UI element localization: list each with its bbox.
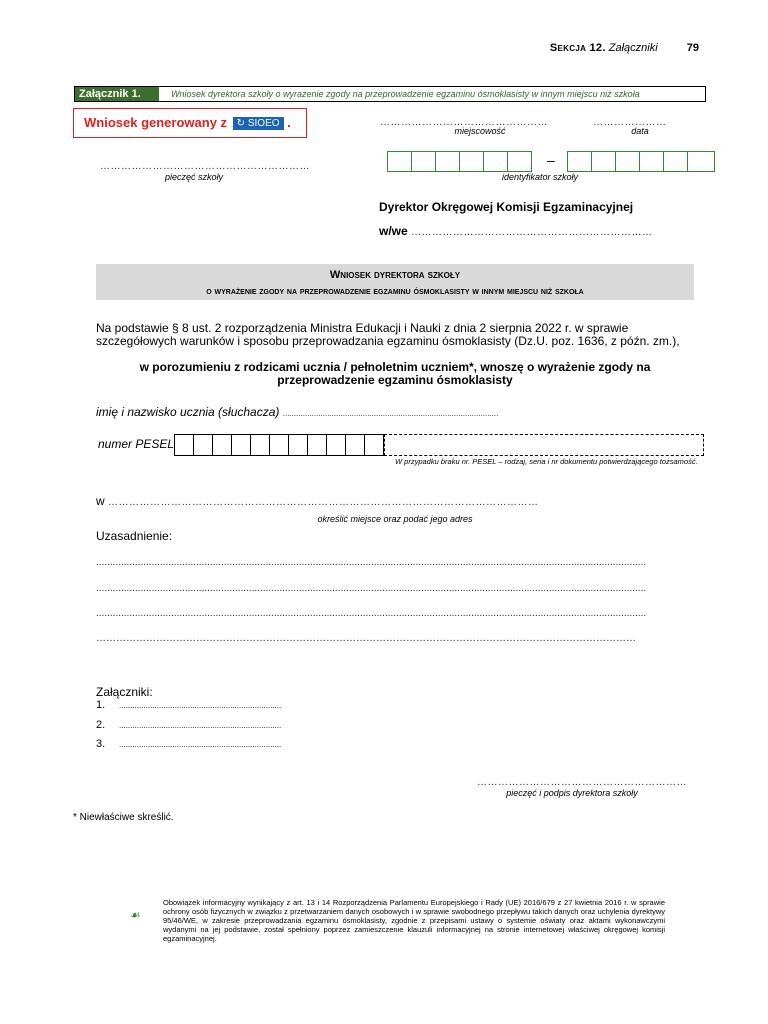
justification-line[interactable]: ...................................................................................................................................................................................................... — [96, 583, 647, 594]
annex-title: Wniosek dyrektora szkoły o wyrażenie zgody na przeprowadzenie egzaminu ósmoklasisty w innym miejscu niż szkoła — [171, 89, 640, 99]
attachments-label: Załączniki: — [96, 685, 153, 699]
id-cell[interactable] — [639, 151, 664, 172]
recipient-title: Dyrektor Okręgowej Komisji Egzaminacyjnej — [379, 200, 634, 214]
justification-label: Uzasadnienie: — [96, 529, 173, 543]
stamp-dots: …………………………………………………… — [100, 161, 310, 172]
pesel-cell[interactable] — [326, 434, 346, 456]
pesel-cell[interactable] — [250, 434, 270, 456]
pesel-cell[interactable] — [307, 434, 327, 456]
pesel-cell[interactable] — [231, 434, 251, 456]
location-label: określić miejsce oraz podać jego adres — [317, 514, 473, 524]
location-field[interactable] — [96, 494, 539, 508]
date-dots[interactable]: ………………… — [593, 117, 667, 128]
place-label: miejscowość — [454, 126, 506, 136]
generated-tail: . — [287, 115, 291, 130]
recipient-line[interactable] — [379, 224, 653, 238]
justification-line[interactable]: ...................................................................................................................................................................................................... — [96, 557, 647, 568]
pesel-cell[interactable] — [288, 434, 308, 456]
id-cell[interactable] — [591, 151, 616, 172]
id-cell[interactable] — [687, 151, 715, 172]
form-subtitle: o wyrażenie zgody na przeprowadzenie egzaminu ósmoklasisty w innym miejscu niż szkoła — [206, 286, 584, 297]
attachment-item[interactable]: 3. ......................................................................... — [96, 738, 282, 750]
justification-line[interactable]: ……………………………………………………………………………………………………………………………………………… — [96, 633, 636, 644]
pesel-cell[interactable] — [193, 434, 213, 456]
school-id-part1[interactable] — [387, 151, 531, 172]
form-title-banner — [96, 264, 694, 300]
id-cell[interactable] — [507, 151, 532, 172]
stamp-label: pieczęć szkoły — [164, 172, 224, 182]
section-label: Sekcja 12. — [549, 42, 606, 54]
request-text: w porozumieniu z rodzicami ucznia / pełnoletnim uczniem*, wnoszę o wyrażenie zgody na przeprowadzenie egzaminu ósmoklasisty — [139, 360, 651, 387]
attachment-item[interactable]: 2. ......................................................................... — [96, 719, 282, 731]
page-number: 79 — [686, 42, 699, 54]
signature-label: pieczęć i podpis dyrektora szkoły — [506, 788, 638, 798]
pesel-boxes[interactable] — [174, 434, 383, 456]
annex-bar — [74, 86, 706, 102]
pesel-alternative-field[interactable] — [384, 434, 704, 456]
id-cell[interactable] — [435, 151, 460, 172]
page-header — [550, 42, 699, 54]
student-name-field[interactable] — [96, 405, 498, 419]
pesel-cell[interactable] — [212, 434, 232, 456]
id-cell[interactable] — [459, 151, 484, 172]
section-subtitle: Załączniki — [608, 42, 658, 54]
form-title: Wniosek dyrektora szkoły — [329, 269, 461, 281]
student-dots[interactable]: ................................................................................................. — [282, 409, 499, 418]
justification-line[interactable]: ...................................................................................................................................................................................................... — [96, 608, 647, 619]
legal-basis: Na podstawie § 8 ust. 2 rozporządzenia Ministra Edukacji i Nauki z dnia 2 sierpnia 2022 r. w sprawie szczegółowych warunków i sposobu przeprowadzania egzaminu ósmoklasisty (Dz.U. poz. 1636, z późn. zm.), — [96, 321, 680, 348]
recipient-prefix: w/we — [379, 224, 408, 238]
pesel-cell[interactable] — [345, 434, 365, 456]
sioeo-logo: ↻ SIOEO — [233, 117, 284, 130]
id-cell[interactable] — [387, 151, 412, 172]
student-label: imię i nazwisko ucznia (słuchacza) — [96, 405, 280, 419]
location-dots[interactable]: …………………………………………………………………………………………………………… — [108, 497, 539, 508]
id-dash: – — [547, 152, 555, 168]
pesel-note: W przypadku braku nr. PESEL – rodzaj, seria i nr dokumentu potwierdzającego tożsamość. — [395, 457, 698, 466]
identifier-label: identyfikator szkoły — [501, 172, 579, 182]
footnote: * Niewłaściwe skreślić. — [73, 812, 174, 823]
id-cell[interactable] — [615, 151, 640, 172]
annex-label: Załącznik 1. — [75, 87, 159, 101]
info-leaf-icon: ☙ — [130, 908, 141, 922]
pesel-cell[interactable] — [174, 434, 194, 456]
recipient-dots[interactable]: …………………………………………………………… — [411, 227, 653, 238]
generated-text: Wniosek generowany z — [84, 115, 228, 130]
location-prefix: w — [96, 494, 105, 508]
place-dots[interactable]: ………………………………………… — [380, 117, 548, 128]
pesel-cell[interactable] — [269, 434, 289, 456]
id-cell[interactable] — [567, 151, 592, 172]
generated-notice — [73, 108, 307, 138]
attachment-item[interactable]: 1. ......................................................................... — [96, 699, 282, 711]
rodo-notice: Obowiązek informacyjny wynikający z art. 13 i 14 Rozporządzenia Parlamentu Europejskiego i Rady (UE) 2016/679 z 27 kwietnia 2016 r. w sprawie ochrony osób fizycznych w związku z przetwarzaniem danych osobowych i w sprawie swobodnego przepływu takich danych oraz uchylenia dyrektywy 95/46/WE, w zakresie przeprowadzania egzaminu ósmoklasisty, zgodnie z przepisami ustawy o systemie oświaty oraz aktami wykonawczymi wydanymi na jej podstawie, został spełniony poprzez zamieszczenie klauzuli informacyjnej na stronie internetowej właściwej okręgowej komisji egzaminacyjnej. — [163, 898, 665, 943]
signature-dots: …………………………………………………… — [477, 777, 687, 788]
pesel-cell[interactable] — [364, 434, 384, 456]
id-cell[interactable] — [663, 151, 688, 172]
date-label: data — [631, 126, 649, 136]
pesel-label: numer PESEL — [98, 437, 175, 451]
id-cell[interactable] — [411, 151, 436, 172]
school-id-part2[interactable] — [567, 151, 714, 172]
id-cell[interactable] — [483, 151, 508, 172]
